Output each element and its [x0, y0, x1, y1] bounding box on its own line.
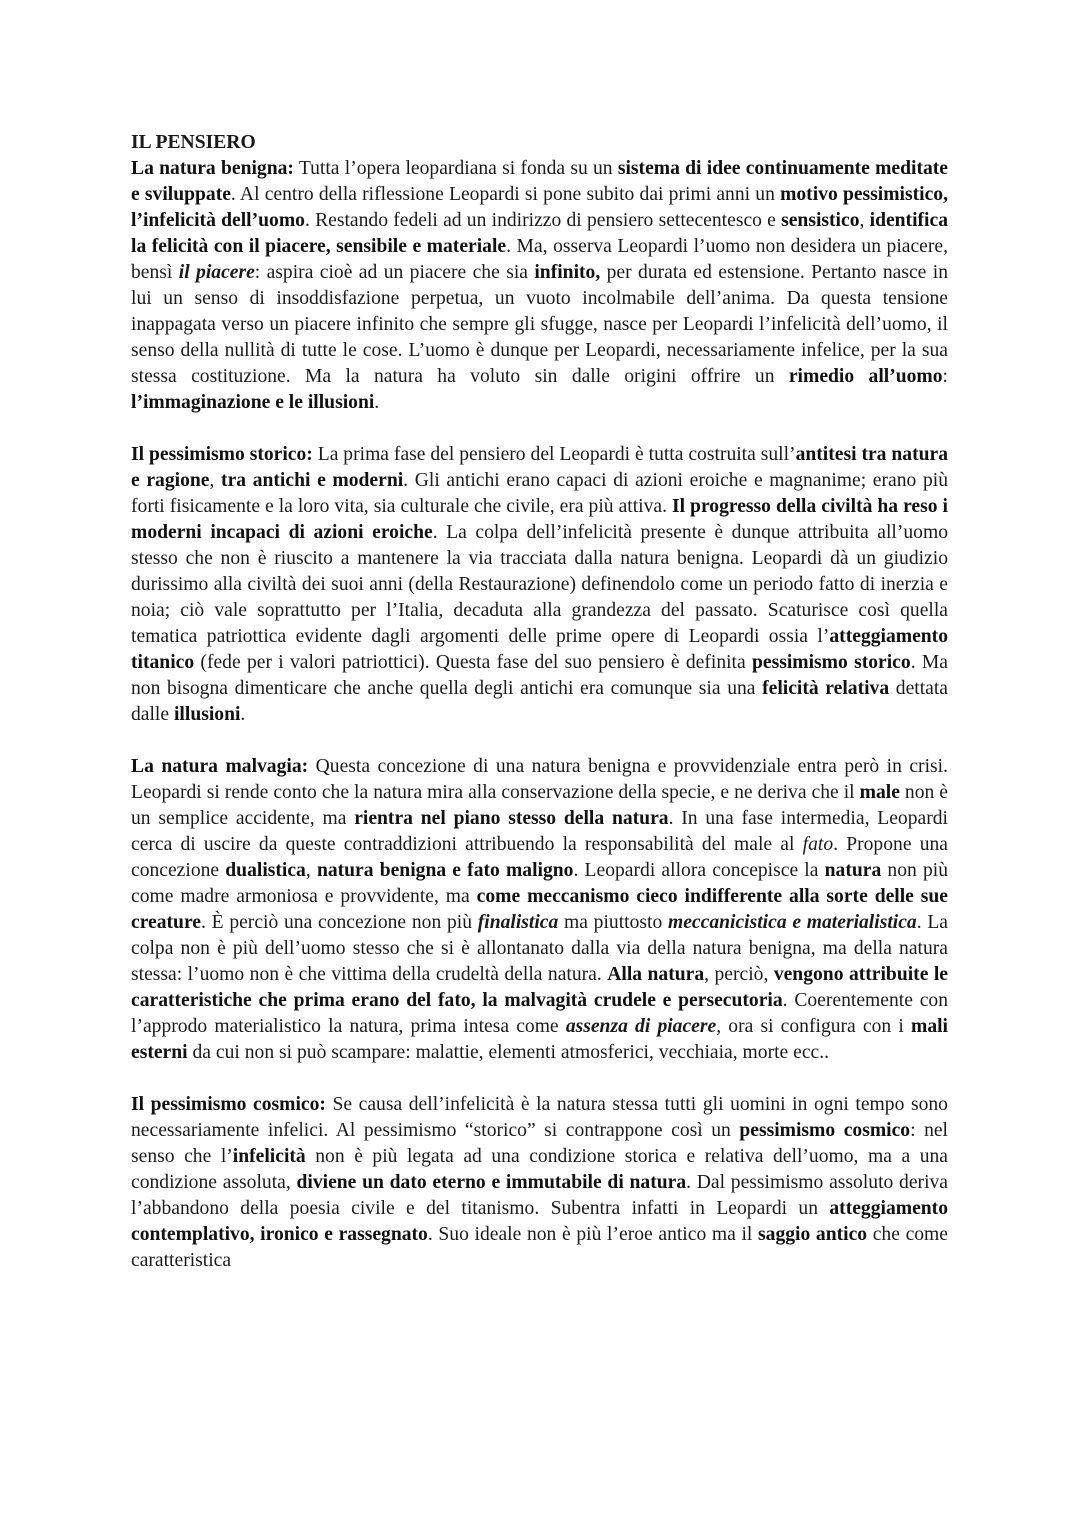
text-run: non è più legata ad una condizione storica e relativa dell’uomo, ma a una condizione assoluta,	[131, 1146, 948, 1193]
emphasis-run: come meccanismo cieco indifferente alla sorte delle sue creature	[131, 886, 949, 933]
text-run: . Suo ideale non è più l’eroe antico ma il	[427, 1224, 759, 1245]
text-run: . Ma, osserva Leopardi l’uomo non desidera un piacere, bensì	[131, 236, 948, 283]
section-natura-malvagia	[131, 754, 948, 1066]
text-run: . Leopardi allora concepisce la	[573, 860, 825, 881]
emphasis-run: tra antichi e moderni	[221, 470, 404, 491]
emphasis-run: antitesi tra natura e ragione	[131, 444, 948, 491]
text-run: . Coerentemente con l’approdo materialistico la natura, prima intesa come	[131, 990, 948, 1037]
text-run: .	[240, 704, 246, 725]
text-run: , perciò,	[704, 964, 774, 985]
text-run: : aspira cioè ad un piacere che sia	[254, 262, 535, 283]
emphasis-run: assenza di piacere	[565, 1016, 717, 1037]
emphasis-run: atteggiamento contemplativo, ironico e rassegnato	[131, 1198, 948, 1245]
text-run: . Ma non bisogna dimenticare che anche quella degli antichi era comunque sia una	[131, 652, 948, 699]
emphasis-run: infinito,	[534, 262, 601, 283]
text-run: . La colpa non è più dell’uomo stesso che si è allontanato dalla via della natura benigna, ma della natura stessa: l’uomo non è che vittima della crudeltà della natura.	[131, 912, 948, 985]
emphasis-run: pessimismo cosmico	[739, 1120, 911, 1141]
emphasis-run: vengono attribuite le caratteristiche che prima erano del fato, la malvagità crudele e persecutoria	[131, 964, 948, 1011]
emphasis-run: illusioni	[173, 704, 241, 725]
text-run: . Restando fedeli ad un indirizzo di pensiero settecentesco e	[304, 210, 782, 231]
text-run: non più come madre armoniosa e provvidente, ma	[131, 860, 949, 907]
section-body	[131, 1094, 948, 1271]
text-run: per durata ed estensione. Pertanto nasce in lui un senso di insoddisfazione perpetua, un vuoto incolmabile dell’anima. Da questa tensione inappagata verso un piacere infinito che sempre gli sfugge, nasce per Leopardi l’infelicità dell’uomo, il senso della nullità di tutte le cose. L’uomo è dunque per Leopardi, necessariamente infelice, per la sua stessa costituzione. Ma la natura ha voluto sin dalle origini offrire un	[131, 262, 948, 387]
emphasis-run: Alla natura	[607, 964, 705, 985]
text-run: . In una fase intermedia, Leopardi cerca di uscire da queste contraddizioni attribuendo la responsabilità del male al	[131, 808, 948, 855]
emphasis-run: l’immaginazione e le illusioni	[131, 392, 375, 413]
emphasis-run: natura benigna e fato maligno	[316, 860, 574, 881]
document-title: IL PENSIERO	[131, 132, 256, 153]
text-run: . Propone una concezione	[131, 834, 948, 881]
section-body	[131, 158, 948, 413]
emphasis-run: infelicità	[232, 1146, 306, 1167]
text-run: ,	[209, 470, 222, 491]
text-run: ,	[859, 210, 870, 231]
text-run: : nel senso che l’	[131, 1120, 949, 1167]
emphasis-run: finalistica	[477, 912, 559, 933]
section-body	[131, 756, 948, 1063]
emphasis-run: meccanicistica e materialistica	[668, 912, 917, 933]
text-run: che come caratteristica	[131, 1224, 948, 1271]
emphasis-run: rimedio all’uomo	[788, 366, 943, 387]
section-body	[131, 444, 948, 725]
emphasis-run: dualistica	[225, 860, 306, 881]
text-run: , ora si configura con i	[716, 1016, 911, 1037]
text-run: non è un semplice accidente, ma	[131, 782, 949, 829]
emphasis-run: rientra nel piano stesso della natura	[354, 808, 669, 829]
document-page	[131, 130, 948, 1274]
text-run: Questa concezione di una natura benigna e provvidenziale entra però in crisi. Leopardi si rende conto che la natura mira alla conservazione della specie, e ne deriva che il	[131, 756, 948, 803]
text-run: La prima fase del pensiero del Leopardi è tutta costruita sull’	[312, 444, 796, 465]
text-run: . È perciò una concezione non più	[201, 912, 478, 933]
emphasis-run: atteggiamento titanico	[131, 626, 948, 673]
text-run: da cui non si può scampare: malattie, elementi atmosferici, vecchiaia, morte ecc..	[187, 1042, 830, 1063]
text-run: Tutta l’opera leopardiana si fonda su un	[293, 158, 618, 179]
section-natura-benigna	[131, 156, 948, 416]
text-run: ,	[305, 860, 317, 881]
text-run: (fede per i valori patriottici). Questa fase del suo pensiero è definita	[194, 652, 752, 673]
emphasis-run: il piacere	[178, 262, 255, 283]
emphasis-run: sistema di idee continuamente meditate e sviluppate	[131, 158, 948, 205]
text-run: Se causa dell’infelicità è la natura stessa tutti gli uomini in ogni tempo sono necessariamente infelici. Al pessimismo “storico” si contrappone così un	[131, 1094, 948, 1141]
section-heading: Il pessimismo cosmico:	[131, 1094, 326, 1115]
emphasis-run: saggio antico	[758, 1224, 868, 1245]
emphasis-run: sensistico	[781, 210, 860, 231]
section-pessimismo-cosmico	[131, 1092, 948, 1274]
text-run: . La colpa dell’infelicità presente è dunque attribuita all’uomo stesso che non è riuscito a mantenere la via tracciata dalla natura benigna. Leopardi dà un giudizio durissimo alla civiltà dei suoi anni (della Restaurazione) definendolo come un periodo fatto di inerzia e noia; ciò vale soprattutto per l’Italia, decaduta alla grandezza del passato. Scaturisce così quella tematica patriottica evidente dagli argomenti delle prime opere di Leopardi ossia l’	[131, 522, 948, 647]
text-run: . Dal pessimismo assoluto deriva l’abbandono della poesia civile e del titanismo. Subentra infatti in Leopardi un	[131, 1172, 949, 1219]
emphasis-run: Il progresso della civiltà ha reso i moderni incapaci di azioni eroiche	[131, 496, 948, 543]
emphasis-run: felicità relativa	[762, 678, 890, 699]
emphasis-run: fato	[802, 834, 834, 855]
text-run: :	[942, 366, 948, 387]
emphasis-run: natura	[824, 860, 882, 881]
emphasis-run: male	[859, 782, 900, 803]
section-pessimismo-storico	[131, 442, 948, 728]
text-run: ma piuttosto	[558, 912, 668, 933]
emphasis-run: motivo pessimistico, l’infelicità dell’uomo	[131, 184, 948, 231]
emphasis-run: identifica la felicità con il piacere, sensibile e materiale	[131, 210, 948, 257]
emphasis-run: mali esterni	[131, 1016, 949, 1063]
emphasis-run: diviene un dato eterno e immutabile di natura	[296, 1172, 687, 1193]
text-run: . Al centro della riflessione Leopardi si pone subito dai primi anni un	[230, 184, 781, 205]
text-run: dettata dalle	[131, 678, 948, 725]
section-heading: La natura benigna:	[131, 158, 294, 179]
section-heading: Il pessimismo storico:	[131, 444, 313, 465]
section-heading: La natura malvagia:	[131, 756, 309, 777]
emphasis-run: pessimismo storico	[752, 652, 911, 673]
text-run: .	[374, 392, 380, 413]
text-run: . Gli antichi erano capaci di azioni eroiche e magnanime; erano più forti fisicamente e la loro vita, sia culturale che civile, era più attiva.	[131, 470, 948, 517]
